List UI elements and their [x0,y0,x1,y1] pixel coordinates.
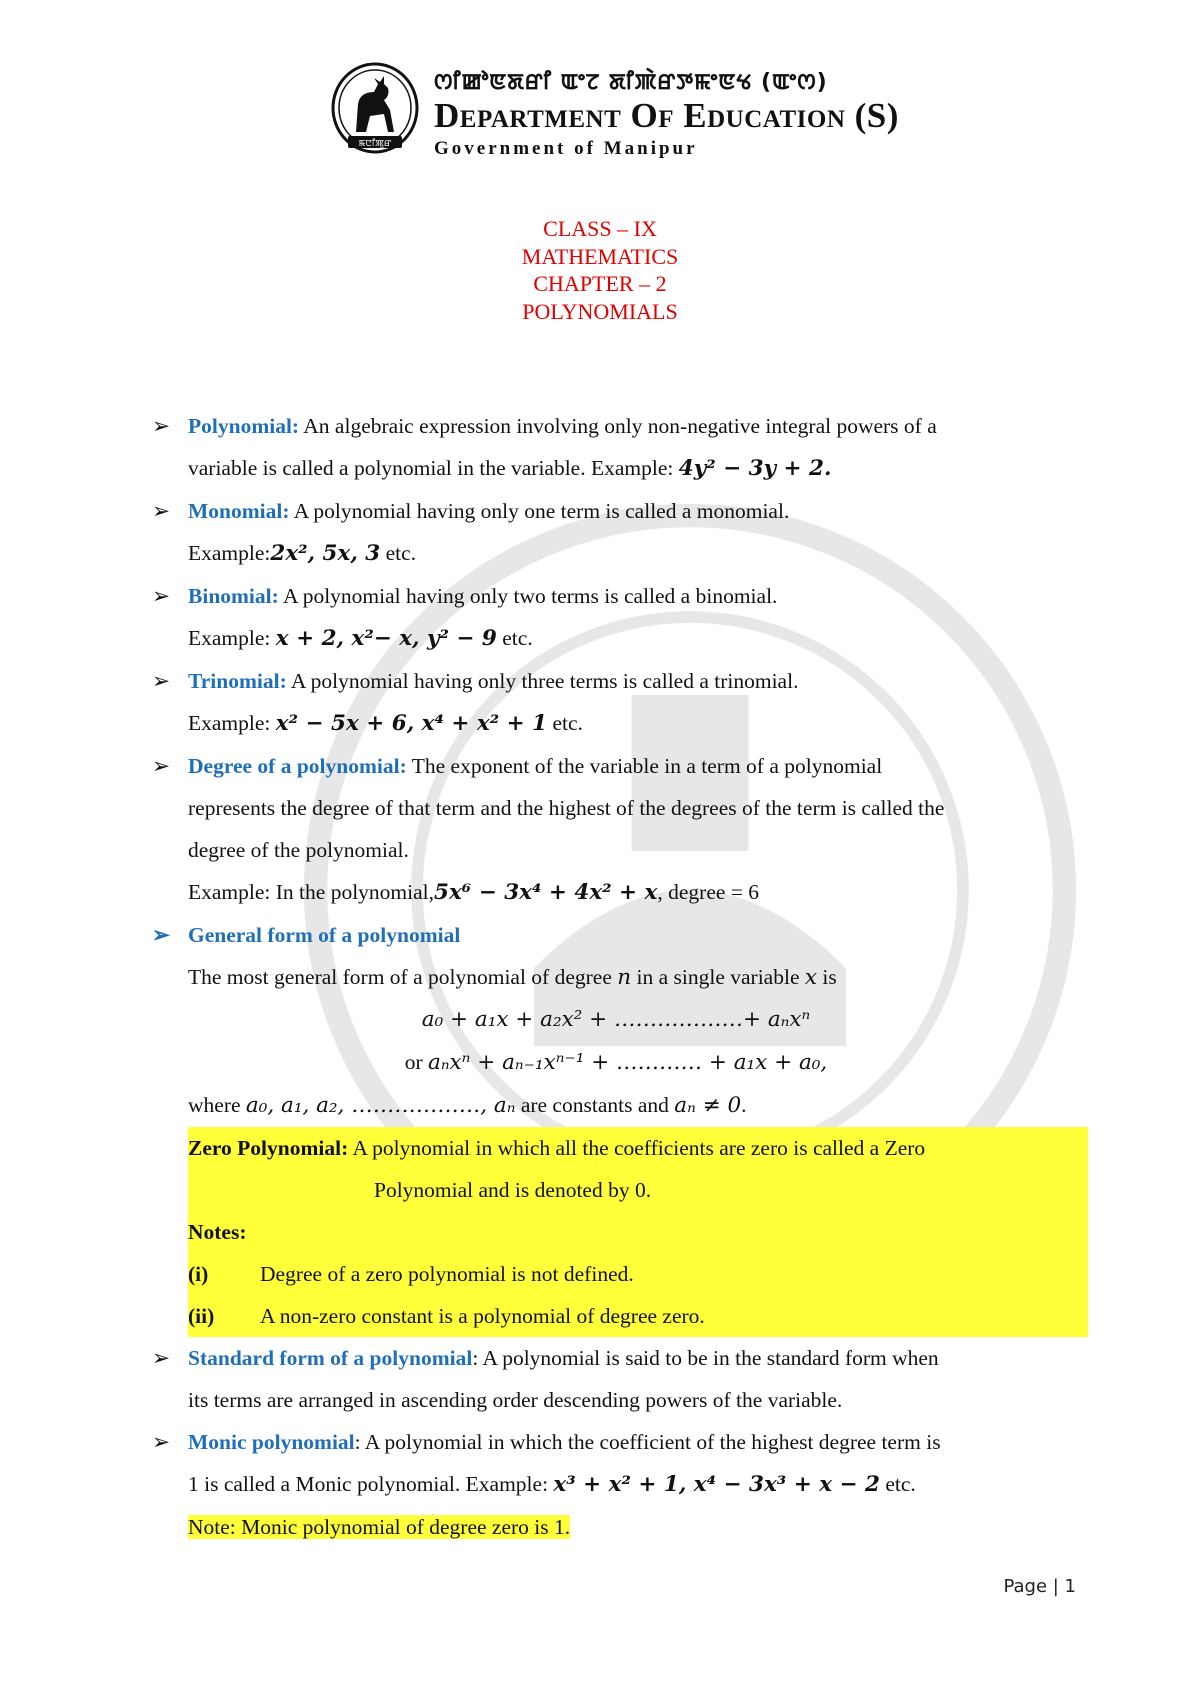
svg-text:ꯃꯅꯤꯄꯨꯔ: ꯃꯅꯤꯄꯨꯔ [358,139,392,149]
monic-text-2: 1 is called a Monic polynomial. Example: [188,1472,554,1496]
government-name: Government of Manipur [434,138,698,159]
list-item-degree [144,745,1044,914]
list-item-binomial [144,575,1044,660]
arrow-bullet-icon: ➢ [152,499,171,523]
term-standard-form: Standard form of a polynomial [188,1346,473,1370]
monomial-suffix: etc. [380,541,417,565]
general-or-label: or [404,1050,429,1074]
polynomial-text: An algebraic expression involving only non-negative integral powers of a [299,414,937,438]
degree-text-2: represents the degree of that term and the highest of the degrees of the term is called the [188,796,945,820]
list-item-monomial [144,490,1044,575]
chapter-titles [0,215,1200,325]
trinomial-suffix: etc. [547,711,583,735]
arrow-bullet-icon: ➢ [152,754,171,778]
note-row [188,1295,1088,1337]
zero-text-2: Polynomial and is denoted by 0. [374,1178,652,1202]
general-formula-1: a₀ + a₁x + a₂x² + ………………+ aₙxⁿ [421,1007,811,1032]
monomial-example-label: Example: [188,541,271,565]
monic-text: : A polynomial in which the coefficient of the highest degree term is [354,1430,941,1454]
binomial-example-label: Example: [188,626,276,650]
note-number: (i) [188,1262,209,1286]
term-general-form: General form of a polynomial [188,923,461,947]
list-item-trinomial [144,660,1044,745]
polynomial-text-2: variable is called a polynomial in the variable. Example: [188,456,679,480]
term-monomial: Monomial: [188,499,290,523]
term-trinomial: Trinomial: [188,669,287,693]
binomial-text: A polynomial having only two terms is called a binomial. [278,584,778,608]
term-monic: Monic polynomial [188,1430,355,1454]
term-zero-polynomial: Zero Polynomial: [188,1136,349,1160]
page-number: Page | 1 [1003,1576,1076,1597]
list-item-polynomial [144,405,1044,490]
degree-example-label: Example: In the polynomial, [188,880,435,904]
binomial-suffix: etc. [496,626,533,650]
binomial-example: x + 2, x²− x, y² − 9 [275,626,497,651]
standard-text: : A polynomial is said to be in the standard form when [472,1346,939,1370]
manipur-emblem-icon [330,62,420,160]
note-text: Degree of a zero polynomial is not defined. [260,1262,634,1286]
general-where-vars: a₀, a₁, a₂, ………………, aₙ [245,1093,516,1118]
general-var-x: x [804,965,817,990]
trinomial-text: A polynomial having only three terms is called a trinomial. [286,669,799,693]
polynomial-example: 4y² − 3y + 2. [678,456,832,481]
arrow-bullet-icon: ➢ [152,669,171,693]
general-text-a: The most general form of a polynomial of degree [188,965,618,989]
notes-content [144,405,1044,1548]
standard-text-2: its terms are arranged in ascending order descending powers of the variable. [188,1388,843,1412]
arrow-bullet-icon: ➢ [152,923,171,947]
general-formula-2: aₙxⁿ + aₙ₋₁xⁿ⁻¹ + ………… + a₁x + a₀, [428,1050,828,1075]
general-where-label: where [188,1093,246,1117]
term-binomial: Binomial: [188,584,279,608]
monic-suffix: etc. [879,1472,916,1496]
monomial-example: 2x², 5x, 3 [270,541,381,566]
degree-example: 5x⁶ − 3x⁴ + 4x² + x [434,880,658,905]
degree-suffix: , degree = 6 [657,880,760,904]
monic-note: Note: Monic polynomial of degree zero is 1. [188,1515,571,1539]
arrow-bullet-icon: ➢ [152,1346,171,1370]
zero-text: A polynomial in which all the coefficients are zero is called a Zero [348,1136,926,1160]
arrow-bullet-icon: ➢ [152,584,171,608]
topic-title: POLYNOMIALS [522,298,678,324]
header-script-title: ꯁꯤꯀꯣꯟꯗꯔꯤ ꯑꯦꯖ ꯗꯤꯄꯥꯔꯇꯃꯦꯟꯠ (ꯑꯦꯁ) [434,70,828,95]
general-where-end: . [741,1093,747,1117]
general-text-b: in a single variable [631,965,805,989]
note-row [188,1253,1088,1295]
note-text: A non-zero constant is a polynomial of degree zero. [260,1304,705,1328]
notes-label: Notes: [188,1220,247,1244]
zero-polynomial-highlight-box [188,1127,1088,1337]
trinomial-example-label: Example: [188,711,276,735]
general-where-text: are constants and [515,1093,675,1117]
arrow-bullet-icon: ➢ [152,1430,171,1454]
department-name: Department Of Education (S) [434,96,899,135]
trinomial-example: x² − 5x + 6, x⁴ + x² + 1 [275,711,548,736]
note-number: (ii) [188,1304,215,1328]
arrow-bullet-icon: ➢ [152,414,171,438]
term-degree: Degree of a polynomial: [188,754,407,778]
list-item-general-form [144,914,1044,1127]
general-text-c: is [817,965,837,989]
monic-example: x³ + x² + 1, x⁴ − 3x³ + x − 2 [553,1472,880,1497]
letterhead [330,62,970,162]
degree-text-3: degree of the polynomial. [188,838,409,862]
monomial-text: A polynomial having only one term is called a monomial. [289,499,790,523]
class-title: CLASS – IX [543,216,657,241]
term-polynomial: Polynomial: [188,414,300,438]
degree-text: The exponent of the variable in a term of a polynomial [406,754,883,778]
list-item-monic [144,1421,1044,1548]
general-var-n: n [617,965,632,990]
general-where-cond: aₙ ≠ 0 [674,1093,742,1118]
subject-title: MATHEMATICS [521,243,679,269]
chapter-title: CHAPTER – 2 [533,271,667,296]
list-item-standard-form [144,1337,1044,1421]
